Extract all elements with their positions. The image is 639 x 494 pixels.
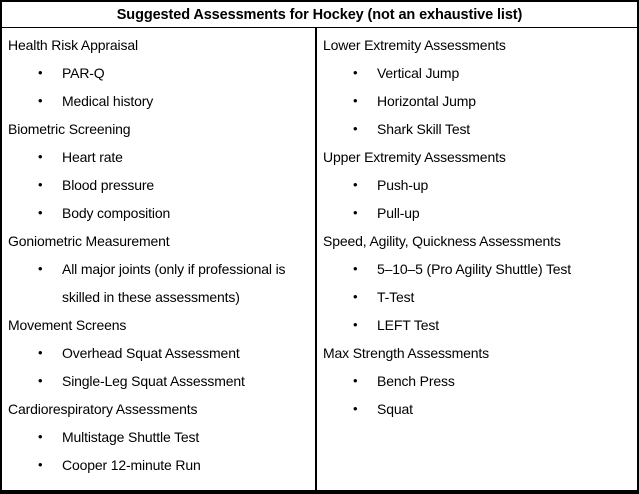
list-item	[323, 199, 633, 227]
list-item-text: Single-Leg Squat Assessment	[62, 373, 245, 389]
table-body	[2, 28, 637, 490]
bullet-icon: •	[38, 177, 43, 192]
list-item-text: Medical history	[62, 93, 154, 109]
section-heading: Speed, Agility, Quickness Assessments	[323, 233, 561, 249]
section-heading: Health Risk Appraisal	[8, 37, 138, 53]
section-heading: Movement Screens	[8, 317, 127, 333]
bullet-icon: •	[353, 289, 358, 304]
list-item-text: Horizontal Jump	[377, 93, 476, 109]
list-item	[323, 395, 633, 423]
bullet-icon: •	[38, 149, 43, 164]
list-item-text: Heart rate	[62, 149, 123, 165]
bullet-icon: •	[353, 65, 358, 80]
list-item	[323, 59, 633, 87]
list-item-text: Pull-up	[377, 205, 420, 221]
list-item	[8, 59, 311, 87]
bullet-icon: •	[38, 261, 43, 276]
bullet-icon: •	[38, 65, 43, 80]
bullet-icon: •	[38, 345, 43, 360]
left-column	[2, 28, 317, 490]
bullet-icon: •	[353, 261, 358, 276]
list-item	[8, 171, 311, 199]
list-item	[323, 171, 633, 199]
list-item-text: 5–10–5 (Pro Agility Shuttle) Test	[377, 261, 572, 277]
list-item	[8, 255, 311, 311]
bullet-icon: •	[353, 121, 358, 136]
list-item	[323, 283, 633, 311]
bullet-icon: •	[353, 373, 358, 388]
bullet-icon: •	[38, 373, 43, 388]
list-item-text: Multistage Shuttle Test	[62, 429, 200, 445]
list-item	[323, 367, 633, 395]
bullet-icon: •	[353, 205, 358, 220]
list-item-text: Push-up	[377, 177, 429, 193]
list-item-text: LEFT Test	[377, 317, 439, 333]
right-column	[317, 28, 637, 490]
section-heading: Goniometric Measurement	[8, 233, 170, 249]
list-item-text: Vertical Jump	[377, 65, 460, 81]
bullet-icon: •	[353, 317, 358, 332]
list-item	[323, 87, 633, 115]
list-item-text: All major joints (only if professional is skilled in these assessments)	[62, 261, 286, 305]
list-item	[323, 311, 633, 339]
list-item	[8, 451, 311, 479]
section-heading: Lower Extremity Assessments	[323, 37, 506, 53]
list-item	[8, 143, 311, 171]
section-heading: Biometric Screening	[8, 121, 131, 137]
bullet-icon: •	[38, 205, 43, 220]
bullet-icon: •	[353, 401, 358, 416]
section-heading: Max Strength Assessments	[323, 345, 490, 361]
bullet-icon: •	[353, 177, 358, 192]
list-item-text: Cooper 12-minute Run	[62, 457, 201, 473]
list-item-text: Blood pressure	[62, 177, 155, 193]
list-item-text: Body composition	[62, 205, 171, 221]
list-item	[8, 339, 311, 367]
list-item-text: Bench Press	[377, 373, 455, 389]
list-item	[8, 367, 311, 395]
bullet-icon: •	[38, 93, 43, 108]
list-item-text: PAR-Q	[62, 65, 105, 81]
table-title: Suggested Assessments for Hockey (not an exhaustive list)	[2, 2, 637, 28]
bullet-icon: •	[38, 429, 43, 444]
section-heading: Upper Extremity Assessments	[323, 149, 506, 165]
list-item-text: Overhead Squat Assessment	[62, 345, 240, 361]
bullet-icon: •	[38, 457, 43, 472]
list-item	[8, 199, 311, 227]
bullet-icon: •	[353, 93, 358, 108]
list-item-text: Shark Skill Test	[377, 121, 471, 137]
section-heading: Cardiorespiratory Assessments	[8, 401, 198, 417]
list-item	[8, 87, 311, 115]
list-item-text: Squat	[377, 401, 413, 417]
list-item	[323, 255, 633, 283]
list-item	[8, 423, 311, 451]
list-item	[323, 115, 633, 143]
list-item-text: T-Test	[377, 289, 415, 305]
